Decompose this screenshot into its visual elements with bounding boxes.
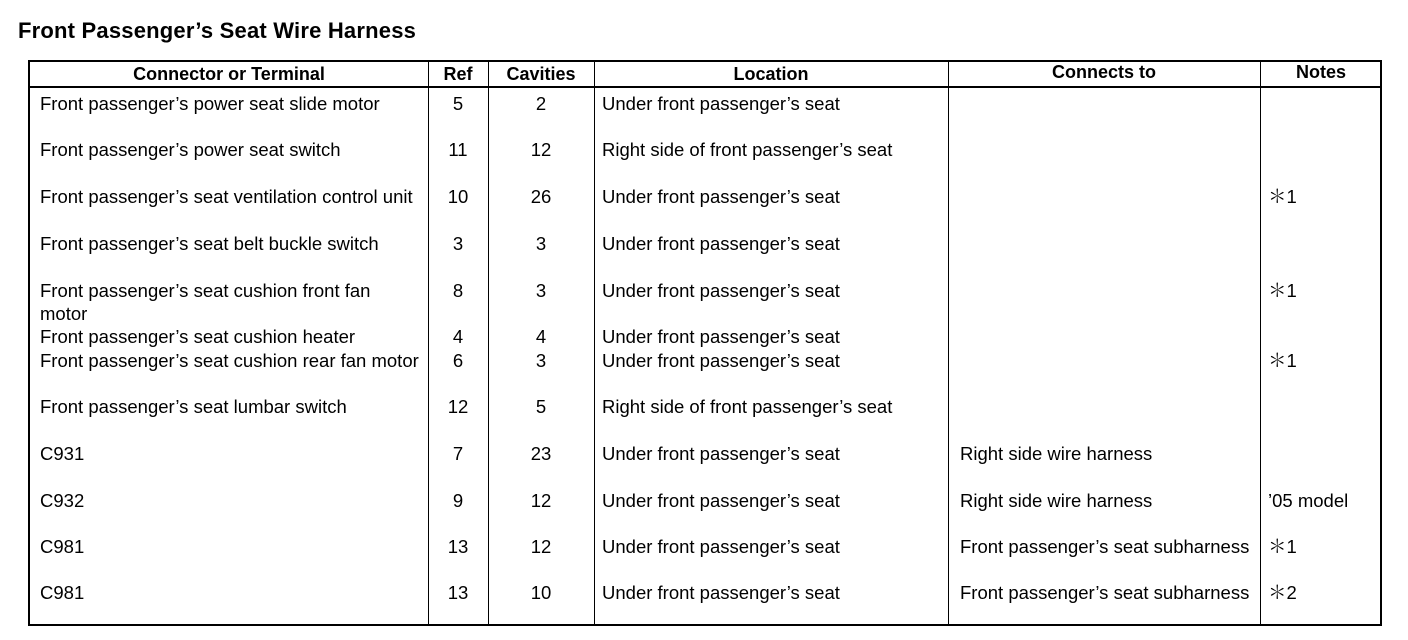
- location-cell: Right side of front passenger’s seat: [602, 396, 893, 417]
- connects-to-cell: Front passenger’s seat subharness: [960, 536, 1250, 557]
- connector-cell: C981: [40, 536, 85, 557]
- connects-to-cell: Front passenger’s seat subharness: [960, 582, 1250, 603]
- header-connects-to: Connects to: [1051, 62, 1156, 82]
- column-divider: [594, 62, 595, 624]
- cavities-cell: 12: [530, 490, 552, 511]
- ref-cell: 13: [447, 582, 469, 603]
- connector-cell: C932: [40, 490, 85, 511]
- connector-cell: Front passenger’s seat cushion rear fan motor: [40, 350, 419, 371]
- location-cell: Under front passenger’s seat: [602, 233, 840, 254]
- column-divider: [428, 62, 429, 624]
- notes-cell: ＊1: [1268, 350, 1297, 371]
- cavities-cell: 2: [535, 93, 547, 114]
- location-cell: Under front passenger’s seat: [602, 582, 840, 603]
- connector-cell: Front passenger’s seat belt buckle switch: [40, 233, 379, 254]
- header-notes: Notes: [1295, 62, 1346, 82]
- location-cell: Under front passenger’s seat: [602, 280, 840, 301]
- cavities-cell: 10: [530, 582, 552, 603]
- connector-cell: Front passenger’s seat cushion heater: [40, 326, 356, 347]
- ref-cell: 8: [452, 280, 464, 301]
- notes-cell: ＊1: [1268, 186, 1297, 207]
- header-divider: [30, 86, 1380, 88]
- cavities-cell: 3: [535, 350, 547, 371]
- cavities-cell: 26: [530, 186, 552, 207]
- location-cell: Under front passenger’s seat: [602, 326, 840, 347]
- ref-cell: 11: [448, 139, 468, 160]
- ref-cell: 5: [452, 93, 464, 114]
- column-divider: [1260, 62, 1261, 624]
- header-location: Location: [733, 64, 809, 84]
- cavities-cell: 12: [530, 139, 552, 160]
- ref-cell: 13: [447, 536, 469, 557]
- ref-cell: 12: [447, 396, 469, 417]
- location-cell: Under front passenger’s seat: [602, 536, 840, 557]
- cavities-cell: 3: [535, 233, 547, 254]
- location-cell: Under front passenger’s seat: [602, 350, 840, 371]
- ref-cell: 4: [452, 326, 464, 347]
- connector-cell: Front passenger’s power seat slide motor: [40, 93, 380, 114]
- connector-cell: Front passenger’s seat cushion front fan motor: [40, 280, 371, 324]
- cavities-cell: 23: [530, 443, 552, 464]
- connector-cell: Front passenger’s power seat switch: [40, 139, 341, 160]
- connector-cell: Front passenger’s seat lumbar switch: [40, 396, 347, 417]
- cavities-cell: 3: [535, 280, 547, 301]
- header-ref: Ref: [443, 64, 473, 84]
- ref-cell: 6: [452, 350, 464, 371]
- cavities-cell: 12: [530, 536, 552, 557]
- notes-cell: ＊2: [1268, 582, 1297, 603]
- location-cell: Under front passenger’s seat: [602, 186, 840, 207]
- connects-to-cell: Right side wire harness: [960, 443, 1153, 464]
- harness-table: [28, 60, 1382, 626]
- column-divider: [488, 62, 489, 624]
- connector-cell: C931: [40, 443, 85, 464]
- location-cell: Under front passenger’s seat: [602, 93, 840, 114]
- connector-cell: Front passenger’s seat ventilation control unit: [40, 186, 413, 207]
- page-title: Front Passenger’s Seat Wire Harness: [18, 18, 417, 43]
- cavities-cell: 5: [535, 396, 547, 417]
- header-cavities: Cavities: [506, 64, 576, 84]
- connects-to-cell: Right side wire harness: [960, 490, 1153, 511]
- location-cell: Under front passenger’s seat: [602, 443, 840, 464]
- location-cell: Under front passenger’s seat: [602, 490, 840, 511]
- ref-cell: 10: [447, 186, 469, 207]
- ref-cell: 9: [452, 490, 464, 511]
- ref-cell: 3: [452, 233, 464, 254]
- connector-cell: C981: [40, 582, 85, 603]
- ref-cell: 7: [452, 443, 464, 464]
- column-divider: [948, 62, 949, 624]
- header-connector: Connector or Terminal: [133, 64, 325, 84]
- location-cell: Right side of front passenger’s seat: [602, 139, 893, 160]
- notes-cell: ＊1: [1268, 536, 1297, 557]
- notes-cell: ＊1: [1268, 280, 1297, 301]
- cavities-cell: 4: [535, 326, 547, 347]
- notes-cell: ’05 model: [1268, 490, 1349, 511]
